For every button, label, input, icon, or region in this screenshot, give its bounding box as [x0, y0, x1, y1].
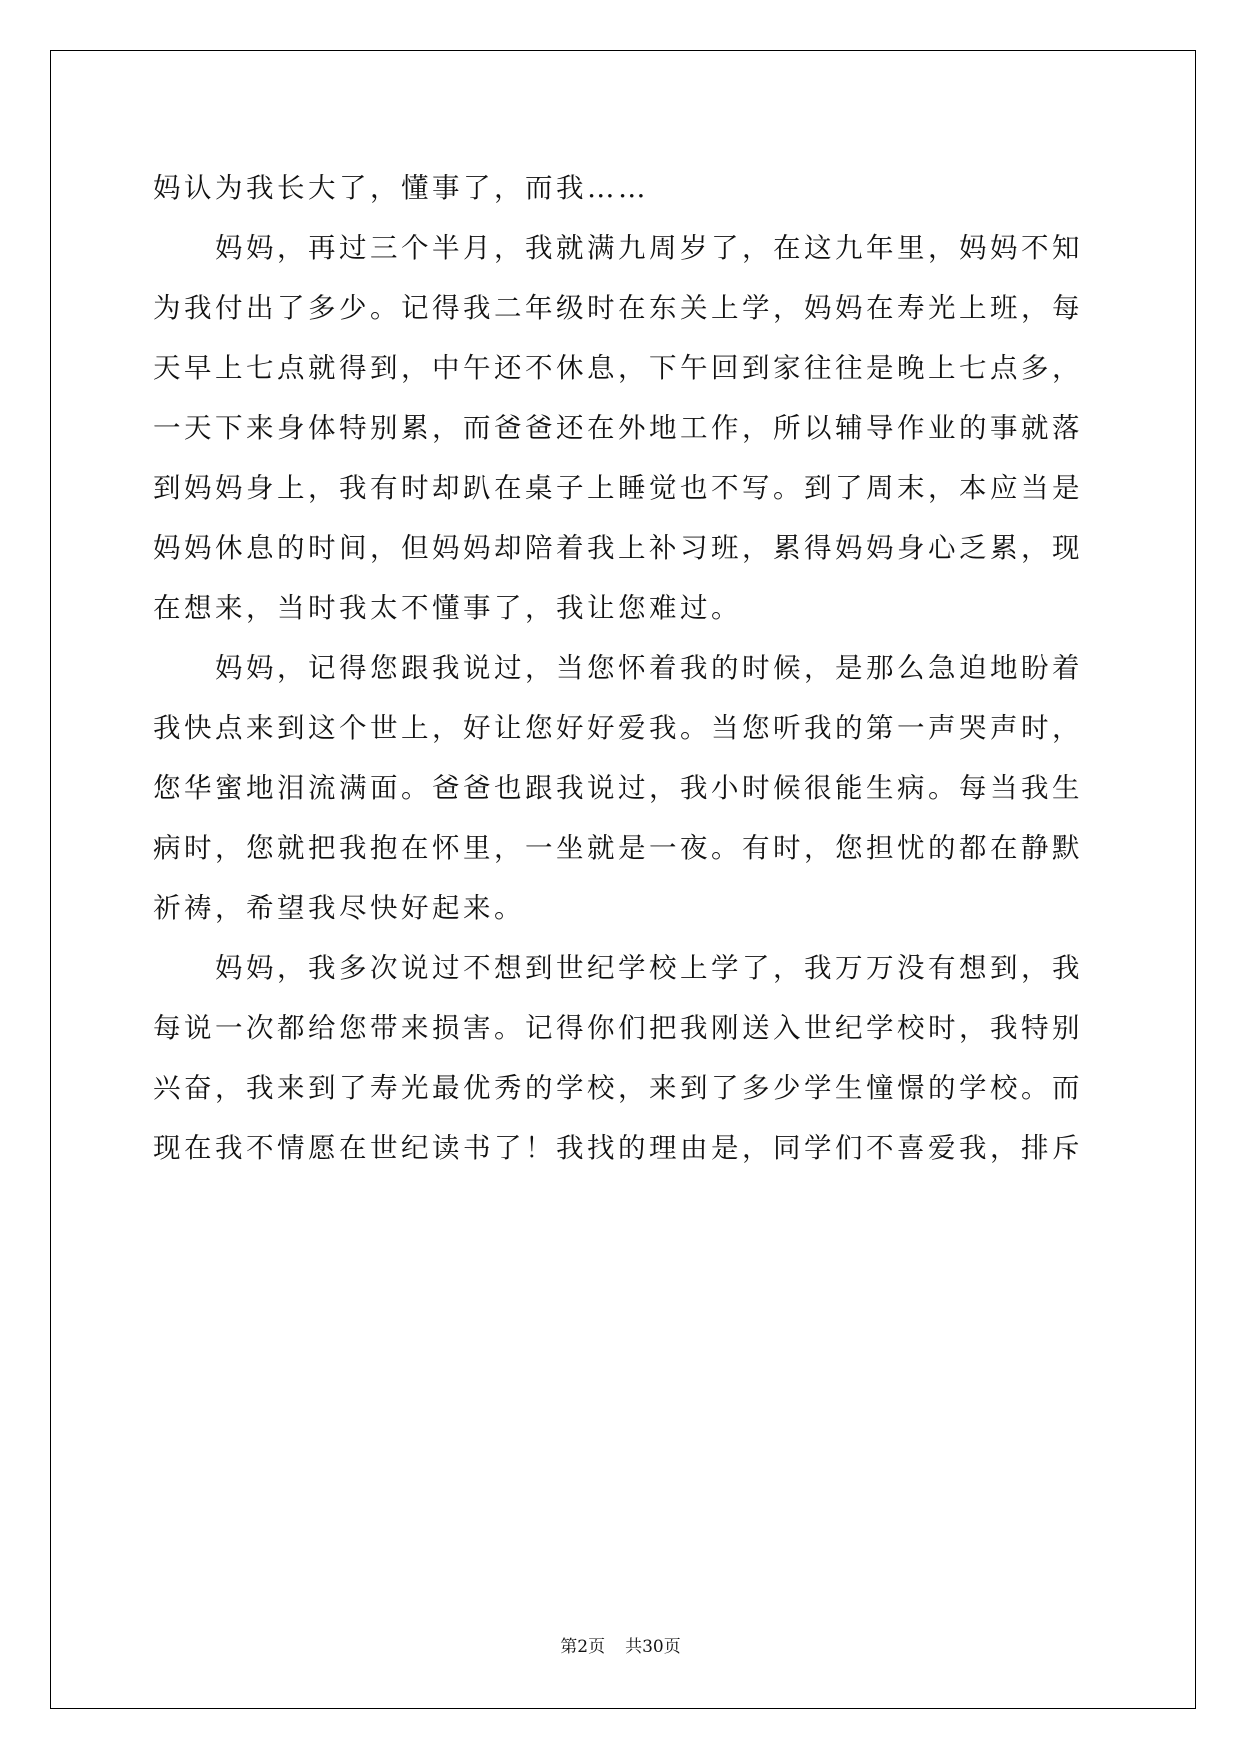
text-line: 病时，您就把我抱在怀里，一坐就是一夜。有时，您担忧的都在静默 — [153, 832, 1083, 864]
page-total: 共30页 — [625, 1637, 681, 1657]
text-line: 每说一次都给您带来损害。记得你们把我刚送入世纪学校时，我特别 — [153, 1012, 1083, 1044]
text-line: 祈祷，希望我尽快好起来。 — [153, 892, 525, 924]
text-line: 一天下来身体特别累，而爸爸还在外地工作，所以辅导作业的事就落 — [153, 412, 1083, 444]
text-line: 妈认为我长大了，懂事了，而我…… — [153, 172, 649, 204]
text-line: 在想来，当时我太不懂事了，我让您难过。 — [153, 592, 742, 624]
text-line: 为我付出了多少。记得我二年级时在东关上学，妈妈在寿光上班，每 — [153, 292, 1083, 324]
page-number: 第2页 — [560, 1637, 606, 1657]
text-line: 到妈妈身上，我有时却趴在桌子上睡觉也不写。到了周末，本应当是 — [153, 472, 1083, 504]
text-line: 我快点来到这个世上，好让您好好爱我。当您听我的第一声哭声时， — [153, 712, 1083, 744]
text-line: 妈妈，我多次说过不想到世纪学校上学了，我万万没有想到，我 — [215, 952, 1083, 984]
text-line: 兴奋，我来到了寿光最优秀的学校，来到了多少学生憧憬的学校。而 — [153, 1072, 1083, 1104]
text-line: 天早上七点就得到，中午还不休息，下午回到家往往是晚上七点多， — [153, 352, 1083, 384]
text-line: 现在我不情愿在世纪读书了！我找的理由是，同学们不喜爱我，排斥 — [153, 1132, 1083, 1164]
page-footer — [0, 1636, 1241, 1658]
text-line: 您华蜜地泪流满面。爸爸也跟我说过，我小时候很能生病。每当我生 — [153, 772, 1083, 804]
text-line: 妈妈，记得您跟我说过，当您怀着我的时候，是那么急迫地盼着 — [215, 652, 1083, 684]
document-body — [153, 158, 1093, 1178]
text-line: 妈妈休息的时间，但妈妈却陪着我上补习班，累得妈妈身心乏累，现 — [153, 532, 1083, 564]
text-line: 妈妈，再过三个半月，我就满九周岁了，在这九年里，妈妈不知 — [215, 232, 1083, 264]
